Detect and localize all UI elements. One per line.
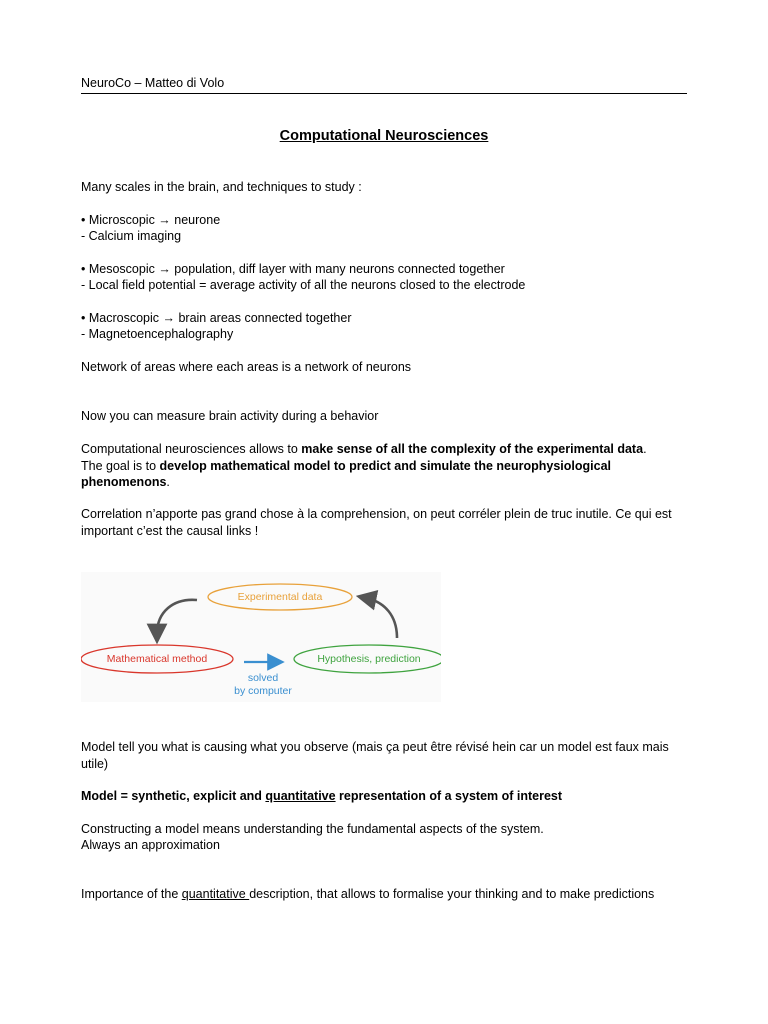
label-solved: solved bbox=[247, 672, 279, 684]
compneuro-text-a: Computational neurosciences allows to bbox=[81, 442, 302, 456]
paragraph-importance bbox=[81, 886, 691, 903]
label-hypothesis-prediction: Hypothesis, prediction bbox=[317, 653, 421, 665]
paragraph-constructing: Constructing a model means understanding the fundamental aspects of the system. bbox=[81, 822, 544, 836]
label-mathematical-method: Mathematical method bbox=[106, 653, 208, 665]
paragraph-correlation: Correlation n’apporte pas grand chose à la comprehension, on peut corréler plein de truc inutile. Ce qui est important c’est the causal links ! bbox=[81, 507, 672, 538]
modeling-cycle-diagram bbox=[81, 572, 441, 702]
page-title: Computational Neurosciences bbox=[279, 128, 489, 144]
bullet-mesoscopic: • Mesoscopic → population, diff layer with many neurons connected together bbox=[81, 262, 505, 276]
bullet-macroscopic: • Macroscopic → brain areas connected together bbox=[81, 311, 352, 325]
model-def-a: Model = synthetic, explicit and bbox=[81, 789, 266, 803]
model-def-quantitative: quantitative bbox=[265, 789, 336, 803]
paragraph-scales: Many scales in the brain, and techniques to study : bbox=[81, 180, 362, 194]
paragraph-model-tell: Model tell you what is causing what you observe (mais ça peut être révisé hein car un model est faux mais utile) bbox=[81, 740, 669, 771]
technique-calcium-imaging: - Calcium imaging bbox=[81, 229, 182, 243]
paragraph-model-definition bbox=[81, 788, 691, 805]
paragraph-measure: Now you can measure brain activity during a behavior bbox=[81, 409, 379, 423]
bullet-microscopic: • Microscopic → neurone bbox=[81, 213, 221, 227]
technique-lfp: - Local field potential = average activity of all the neurons closed to the electrode bbox=[81, 278, 526, 292]
importance-c: description, that allows to formalise your thinking and to make predictions bbox=[249, 887, 655, 901]
arrow-data-to-math bbox=[157, 600, 197, 634]
paragraph-approximation: Always an approximation bbox=[81, 838, 220, 852]
label-experimental-data: Experimental data bbox=[237, 591, 323, 603]
compneuro-text-d: The goal is to bbox=[81, 458, 160, 473]
model-def-c: representation of a system of interest bbox=[335, 789, 563, 803]
technique-meg: - Magnetoencephalography bbox=[81, 327, 234, 341]
label-by-computer: by computer bbox=[234, 685, 292, 697]
document-header: NeuroCo – Matteo di Volo bbox=[81, 76, 687, 94]
compneuro-bold-e: develop mathematical model to predict and simulate the neurophysiological phenomenons bbox=[81, 458, 611, 489]
importance-a: Importance of the bbox=[81, 887, 182, 901]
importance-quantitative: quantitative bbox=[181, 887, 250, 901]
compneuro-text-c: . bbox=[643, 442, 647, 456]
paragraph-network: Network of areas where each areas is a network of neurons bbox=[81, 360, 412, 374]
compneuro-bold-a: make sense of all the complexity of the experimental data bbox=[301, 442, 644, 456]
compneuro-text-f: . bbox=[166, 475, 170, 489]
paragraph-compneuro bbox=[81, 441, 691, 491]
arrow-hypothesis-to-data bbox=[366, 598, 397, 638]
